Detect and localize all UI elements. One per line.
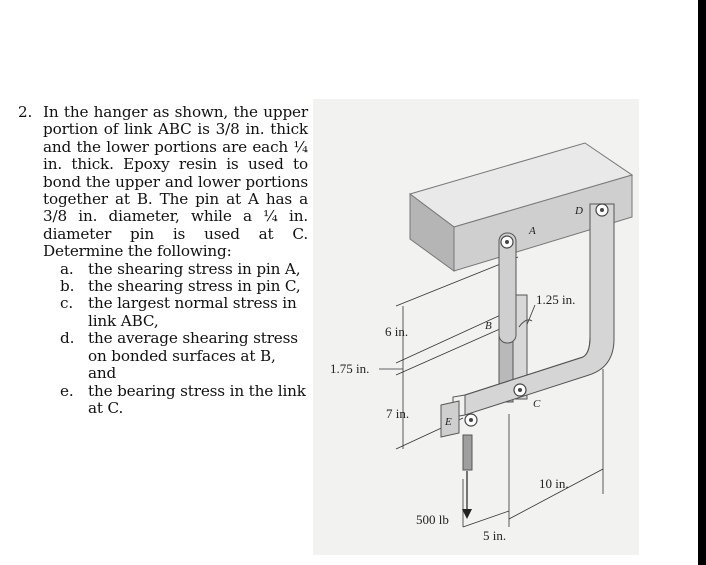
problem-item [60, 261, 308, 278]
problem-item [60, 330, 308, 382]
label-e: E [445, 416, 452, 428]
pin-c [514, 384, 526, 396]
problem-item [60, 383, 308, 418]
label-10-in: 10 in. [539, 476, 569, 491]
item-text: the average shearing stress on bonded surfaces at B, and [88, 329, 298, 383]
page-edge-bar [698, 0, 706, 565]
item-marker: a. [60, 259, 74, 278]
problem-number: 2. [18, 103, 33, 121]
item-marker: c. [60, 294, 74, 313]
item-marker: b. [60, 277, 75, 296]
problem-text: In the hanger as shown, the upper portion of link ABC is 3/8 in. thick and the lower portions are each ¼ in. thick. Epoxy resin is used to bond the upper and lower portions together at B. The pin at A has a 3/8 in. diameter, while a ¼ in. diameter pin is used at C. Determine the following: [43, 103, 308, 261]
hanger-figure [313, 99, 639, 555]
item-text: the shearing stress in pin C, [88, 277, 301, 296]
label-6-in: 6 in. [385, 324, 409, 339]
label-5-in: 5 in. [483, 528, 507, 543]
label-7-in: 7 in. [386, 406, 410, 421]
label-b: B [485, 320, 492, 332]
problem-item-list [60, 261, 308, 418]
problem-statement [18, 104, 308, 417]
item-text: the largest normal stress in link ABC, [88, 294, 297, 330]
item-marker: d. [60, 329, 75, 348]
problem-item [60, 295, 308, 330]
problem-item [60, 278, 308, 295]
label-1-25-in: 1.25 in. [536, 292, 576, 307]
label-c: C [533, 398, 541, 410]
label-a: A [529, 225, 536, 237]
label-d: D [575, 205, 583, 217]
item-text: the bearing stress in the link at C. [88, 381, 306, 417]
item-text: the shearing stress in pin A, [88, 259, 301, 278]
hanger-diagram [313, 99, 639, 555]
item-marker: e. [60, 381, 74, 400]
label-load: 500 lb [416, 512, 449, 527]
label-1-75-in: 1.75 in. [330, 361, 370, 376]
